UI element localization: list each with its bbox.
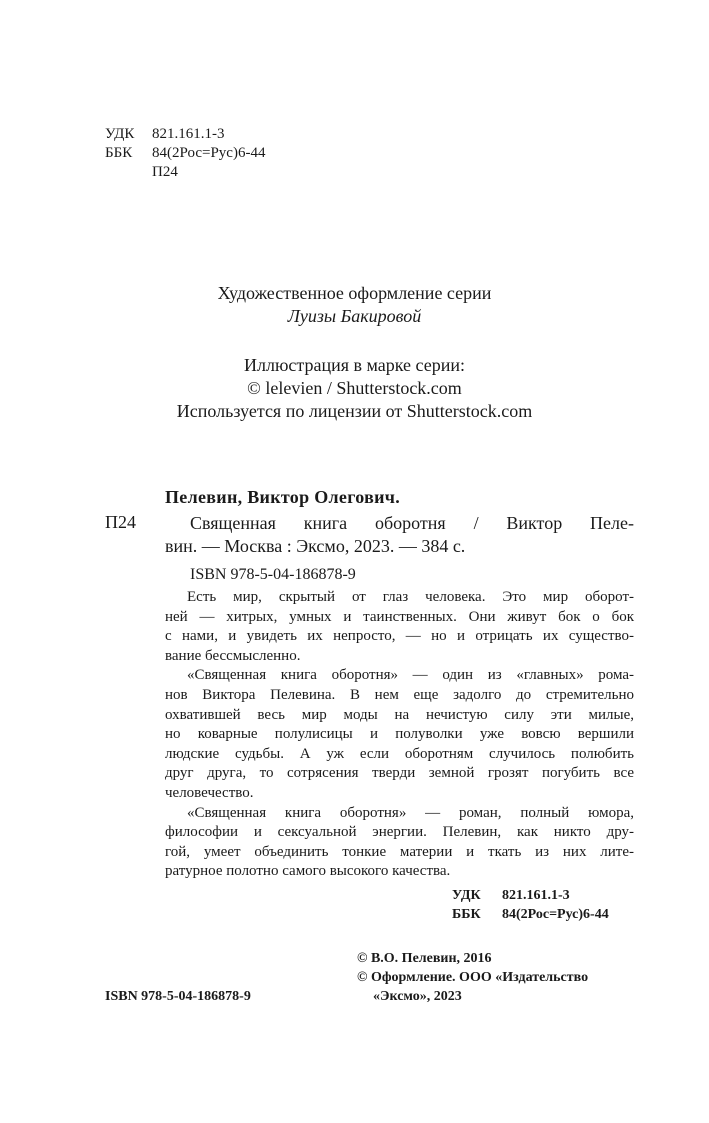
illustration-credit — [0, 354, 709, 423]
copyright-design: © Оформление. ООО «Издательство — [357, 970, 589, 985]
udk-label: УДК — [105, 126, 135, 142]
illustration-copyright: © lelevien / Shutterstock.com — [247, 378, 462, 398]
annotation-line: друг друга, то сотрясения тверди земной грозят погубить все — [165, 765, 634, 782]
card-isbn: ISBN 978-5-04-186878-9 — [190, 566, 356, 583]
annotation-line: «Священная книга оборотня» — роман, полный юмора, — [187, 804, 634, 821]
annotation-line: вание бессмысленно. — [165, 647, 301, 664]
card-title-line2: вин. — Москва : Эксмо, 2023. — 384 с. — [165, 536, 466, 556]
annotation-line: «Священная книга оборотня» — один из «главных» рома- — [187, 667, 634, 684]
udk-top-row — [105, 125, 225, 144]
annotation-line: но коварные полулисицы и полуволки уже вовсю вершили — [165, 726, 634, 743]
card-author: Пелевин, Виктор Олегович. — [165, 487, 401, 507]
bbk-bottom-row — [452, 905, 609, 924]
annotation-line: охватившей весь мир моды на нечистую силу эти милые, — [165, 706, 634, 723]
copyright-author: © В.О. Пелевин, 2016 — [357, 951, 492, 966]
udk-value: 821.161.1-3 — [152, 126, 225, 142]
author-sign-top: П24 — [152, 164, 178, 180]
annotation-line: человечество. — [165, 784, 254, 801]
card-title-text1: Священная книга оборотня / Виктор Пеле- — [190, 513, 634, 533]
card-title-line1 — [190, 512, 634, 535]
annotation-line: людские судьбы. А уж если оборотням случилось полюбить — [165, 745, 634, 762]
udk-bottom-label: УДК — [452, 888, 481, 903]
udk-bottom-row — [452, 886, 570, 905]
annotation-line: гой, умеет объединить тонкие материи и ткать из них лите- — [165, 843, 634, 860]
bbk-bottom-value: 84(2Рос=Рус)6-44 — [502, 907, 609, 922]
annotation-line: с нами, и увидеть их непросто, — но и отрицать их существо- — [165, 628, 634, 645]
udk-bottom-value: 821.161.1-3 — [502, 888, 570, 903]
series-design-line: Художественное оформление серии — [217, 283, 492, 303]
annotation-line: ней — хитрых, умных и таинственных. Они живут бок о бок — [165, 608, 634, 625]
bbk-value: 84(2Рос=Рус)6-44 — [152, 145, 266, 161]
annotation-line: Есть мир, скрытый от глаз человека. Это мир оборот- — [187, 589, 634, 605]
bbk-bottom-label: ББК — [452, 907, 481, 922]
annotation-line: нов Виктора Пелевина. В нем еще задолго до стремительно — [165, 686, 634, 703]
annotation-line: ратурное полотно самого высокого качества. — [165, 863, 451, 880]
series-designer-name: Луизы Бакировой — [287, 306, 422, 326]
series-design-credit — [0, 282, 709, 328]
illustration-license: Используется по лицензии от Shutterstock.com — [176, 401, 533, 421]
annotation-line: философии и сексуальной энергии. Пелевин, как никто дру- — [165, 824, 634, 841]
card-author-sign: П24 — [105, 512, 136, 532]
copyright-publisher: «Эксмо», 2023 — [373, 989, 462, 1004]
annotation — [165, 588, 634, 882]
bbk-label: ББК — [105, 145, 133, 161]
illustration-line: Иллюстрация в марке серии: — [243, 355, 466, 375]
bbk-top-row — [105, 144, 265, 163]
bottom-isbn: ISBN 978-5-04-186878-9 — [105, 989, 251, 1004]
